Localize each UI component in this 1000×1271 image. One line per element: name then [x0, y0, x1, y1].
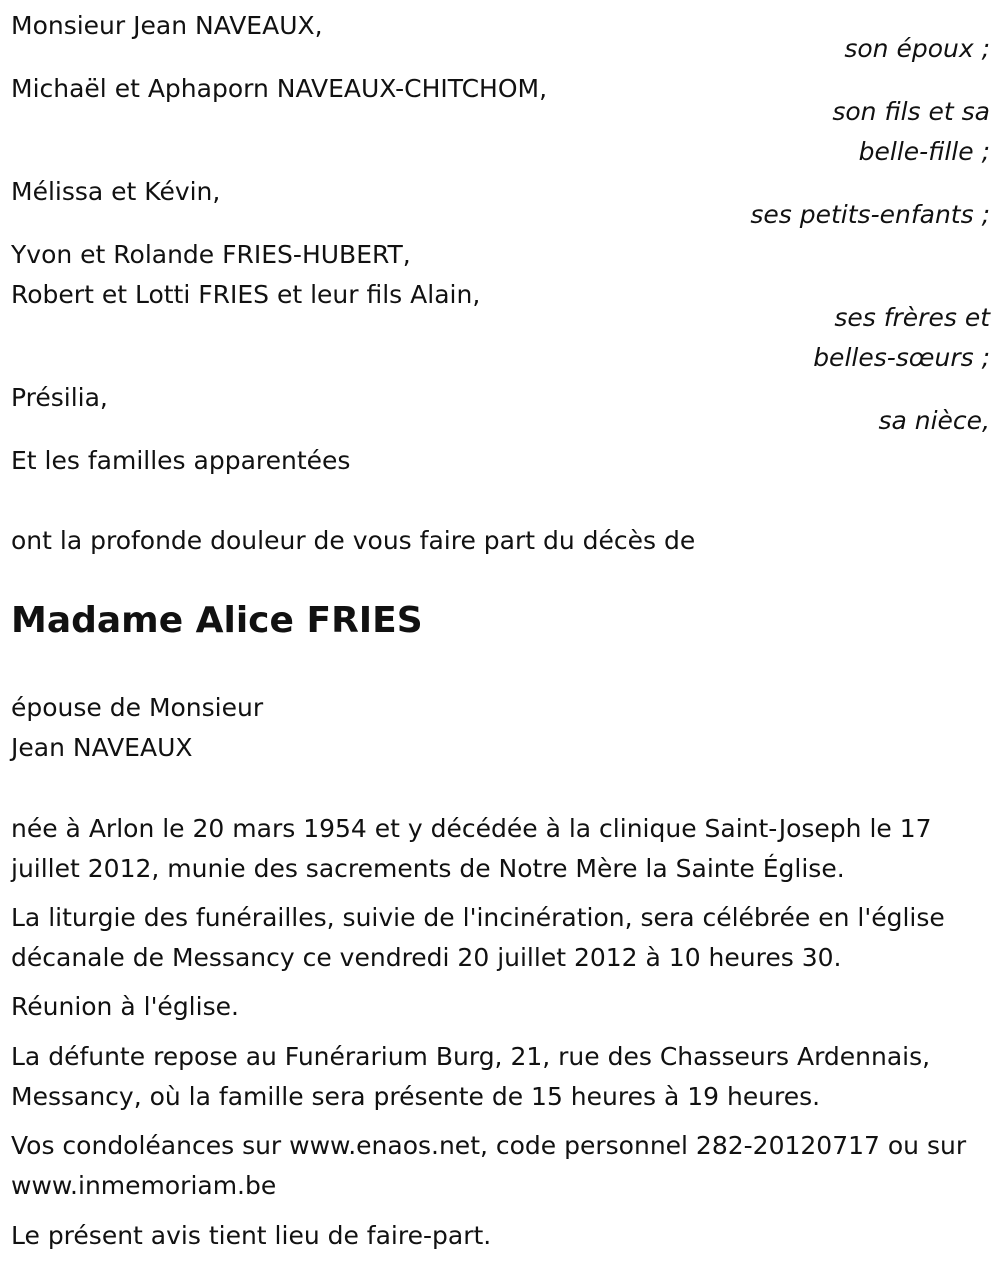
funerarium-paragraph: La défunte repose au Funérarium Burg, 21, rue des Chasseurs Ardennais, Messancy, où la famille sera présente de 15 heures à 19 heures.	[11, 1042, 931, 1111]
family-relation: son fils et sa	[832, 97, 990, 126]
family-member-name: Michaël et Aphaporn NAVEAUX-CHITCHOM,	[11, 74, 548, 103]
funeral-paragraph: La liturgie des funérailles, suivie de l'incinération, sera célébrée en l'église décanale de Messancy ce vendredi 20 juillet 2012 à 10 heures 30.	[11, 903, 945, 972]
announcement-text: ont la profonde douleur de vous faire part du décès de	[11, 526, 696, 555]
spouse-line: épouse de Monsieur	[11, 693, 264, 722]
family-relation: sa nièce,	[878, 406, 990, 435]
meeting-paragraph: Réunion à l'église.	[11, 992, 239, 1021]
family-relation: belle-fille ;	[858, 137, 990, 166]
birth-death-paragraph: née à Arlon le 20 mars 1954 et y décédée à la clinique Saint-Joseph le 17 juillet 2012, munie des sacrements de Notre Mère la Sainte Église.	[11, 814, 932, 883]
spouse-line: Jean NAVEAUX	[11, 733, 193, 762]
family-member-name: Présilia,	[11, 383, 108, 412]
family-relation: ses petits-enfants ;	[750, 200, 990, 229]
condolences-paragraph: Vos condoléances sur www.enaos.net, code personnel 282-20120717 ou sur www.inmemoriam.be	[11, 1131, 967, 1200]
family-relation: son époux ;	[844, 34, 990, 63]
deceased-name: Madame Alice FRIES	[11, 600, 423, 641]
family-relation: ses frères et	[834, 303, 990, 332]
family-member-name: Yvon et Rolande FRIES-HUBERT,	[11, 240, 411, 269]
family-member-name: Monsieur Jean NAVEAUX,	[11, 11, 323, 40]
family-relation: belles-sœurs ;	[813, 343, 990, 372]
family-member-name: Robert et Lotti FRIES et leur fils Alain,	[11, 280, 481, 309]
family-member-name: Mélissa et Kévin,	[11, 177, 221, 206]
family-member-name: Et les familles apparentées	[11, 446, 351, 475]
notice-paragraph: Le présent avis tient lieu de faire-part.	[11, 1221, 492, 1250]
